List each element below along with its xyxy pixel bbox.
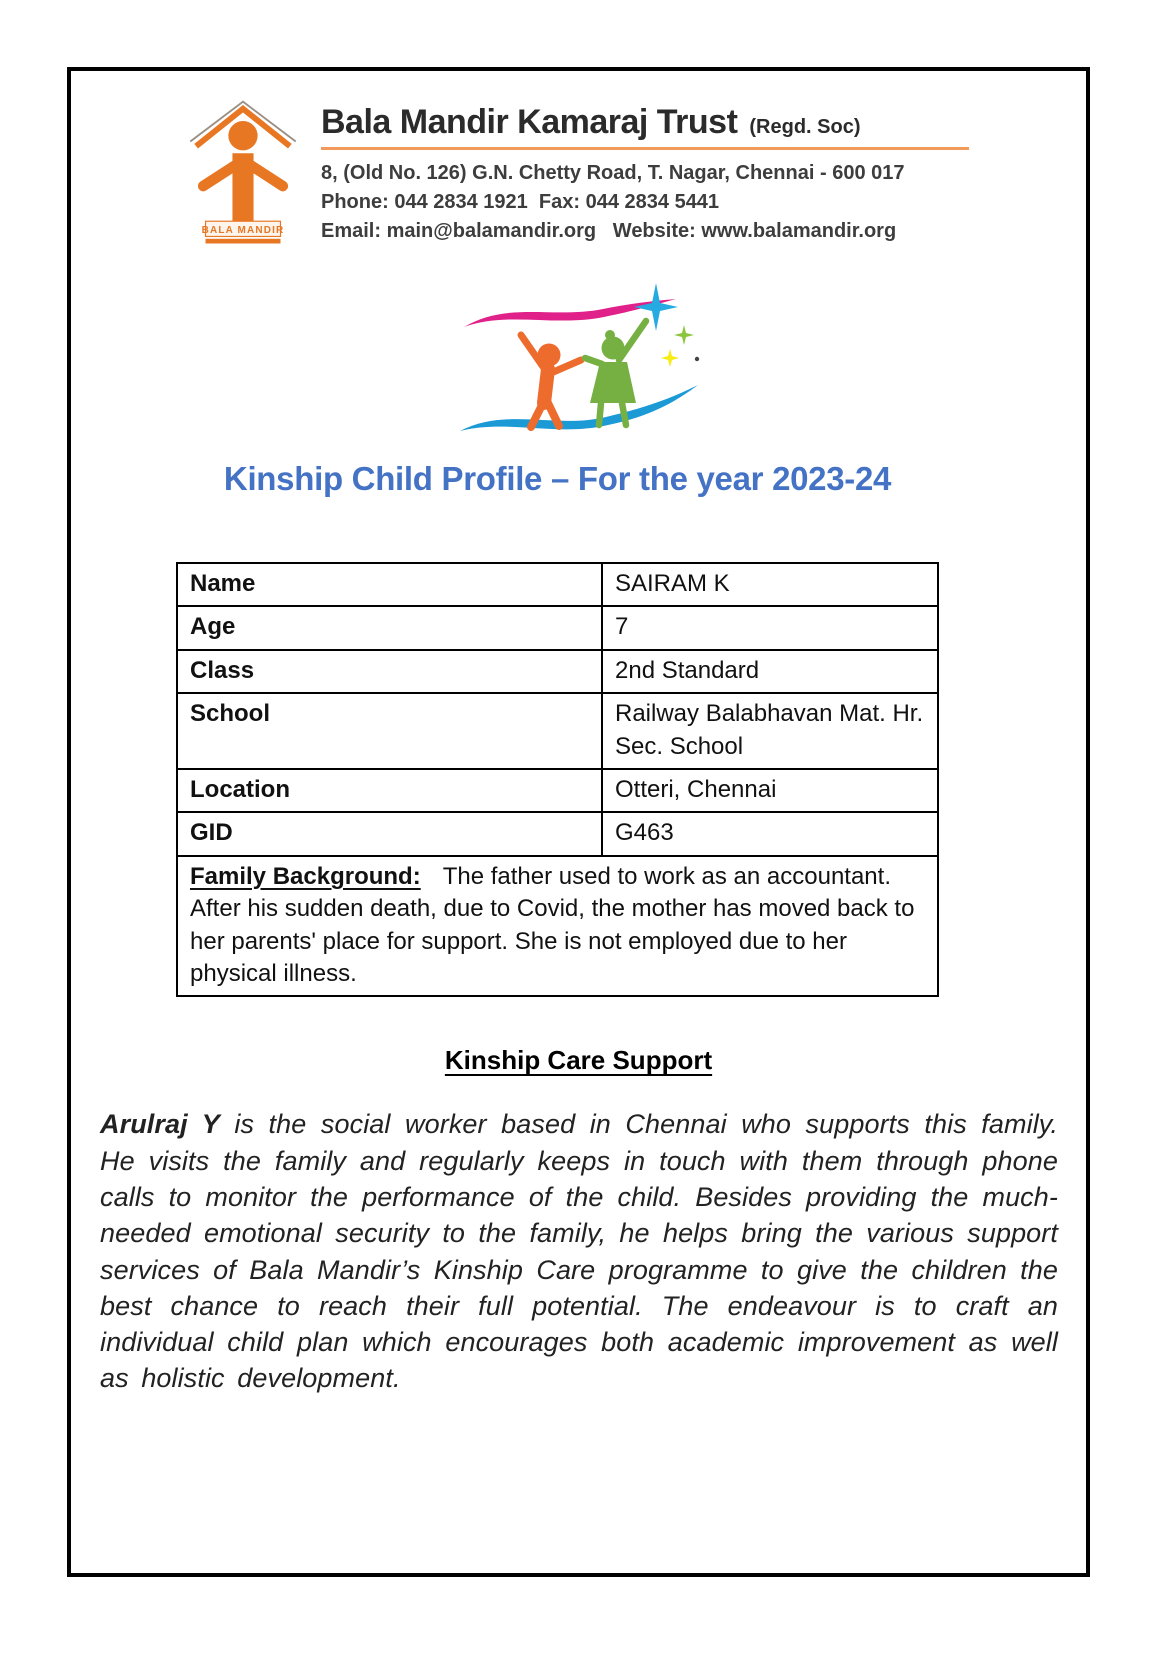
page-title: Kinship Child Profile – For the year 2023-24 (223, 460, 892, 497)
org-email-web: Email: main@balamandir.org Website: www.balamandir.org (321, 220, 897, 242)
social-worker-name: Arulraj Y (100, 1109, 220, 1140)
person-icon (203, 121, 283, 226)
row-label: School (177, 693, 602, 769)
row-value: Railway Balabhavan Mat. Hr. Sec. School (602, 693, 938, 769)
row-label: Age (177, 606, 602, 649)
support-paragraph-text: is the social worker based in Chennai who supports this family. He visits the family and regularly keeps in touch with them through phone calls to monitor the performance of the child. Besides providing the much-needed emotional security to the family, he helps bring the various support services of Bala Mandir’s Kinship Care programme to give the children the best chance to reach their full potential. The endeavour is to craft an individual child plan which encourages both academic improvement as well as holistic development. (100, 1109, 1058, 1394)
page-frame (67, 67, 1090, 1577)
logo-caption: BALA MANDIR (201, 224, 285, 236)
family-background-cell (177, 856, 938, 997)
children-logo (448, 261, 710, 443)
row-value: Otteri, Chennai (602, 769, 938, 812)
table-row (177, 563, 938, 606)
row-value: 7 (602, 606, 938, 649)
green-star-icon (674, 325, 694, 345)
org-title (321, 103, 969, 142)
support-paragraph (100, 1106, 1058, 1397)
table-row (177, 606, 938, 649)
org-name: Bala Mandir Kamaraj Trust (321, 103, 738, 141)
blue-wave-icon (460, 385, 698, 431)
row-value: G463 (602, 812, 938, 855)
table-row (177, 650, 938, 693)
children-logo-wrap (71, 261, 1086, 448)
table-row (177, 812, 938, 855)
row-label: Class (177, 650, 602, 693)
family-background-label: Family Background: (190, 862, 421, 890)
family-background-row (177, 856, 938, 997)
row-value: 2nd Standard (602, 650, 938, 693)
org-address: 8, (Old No. 126) G.N. Chetty Road, T. Nagar, Chennai - 600 017 (321, 162, 905, 184)
table-row (177, 693, 938, 769)
family-background-text: The father used to work as an accountant. After his sudden death, due to Covid, the mother has moved back to her parents' place for support. She is not employed due to her physical illness. (190, 862, 915, 987)
row-value: SAIRAM K (602, 563, 938, 606)
row-label: GID (177, 812, 602, 855)
row-label: Name (177, 563, 602, 606)
dot-icon (694, 357, 698, 361)
bala-mandir-logo (183, 97, 303, 247)
letterhead (183, 97, 1086, 247)
letterhead-text (321, 97, 969, 246)
table-row (177, 769, 938, 812)
orange-child-icon (521, 335, 581, 427)
row-label: Location (177, 769, 602, 812)
org-phone-fax: Phone: 044 2834 1921 Fax: 044 2834 5441 (321, 191, 720, 213)
child-profile-table (176, 562, 939, 997)
logo-caption-band (202, 221, 285, 243)
org-suffix: (Regd. Soc) (749, 116, 861, 138)
org-divider (321, 147, 969, 150)
yellow-star-icon (661, 349, 679, 367)
support-section-heading: Kinship Care Support (444, 1045, 713, 1076)
